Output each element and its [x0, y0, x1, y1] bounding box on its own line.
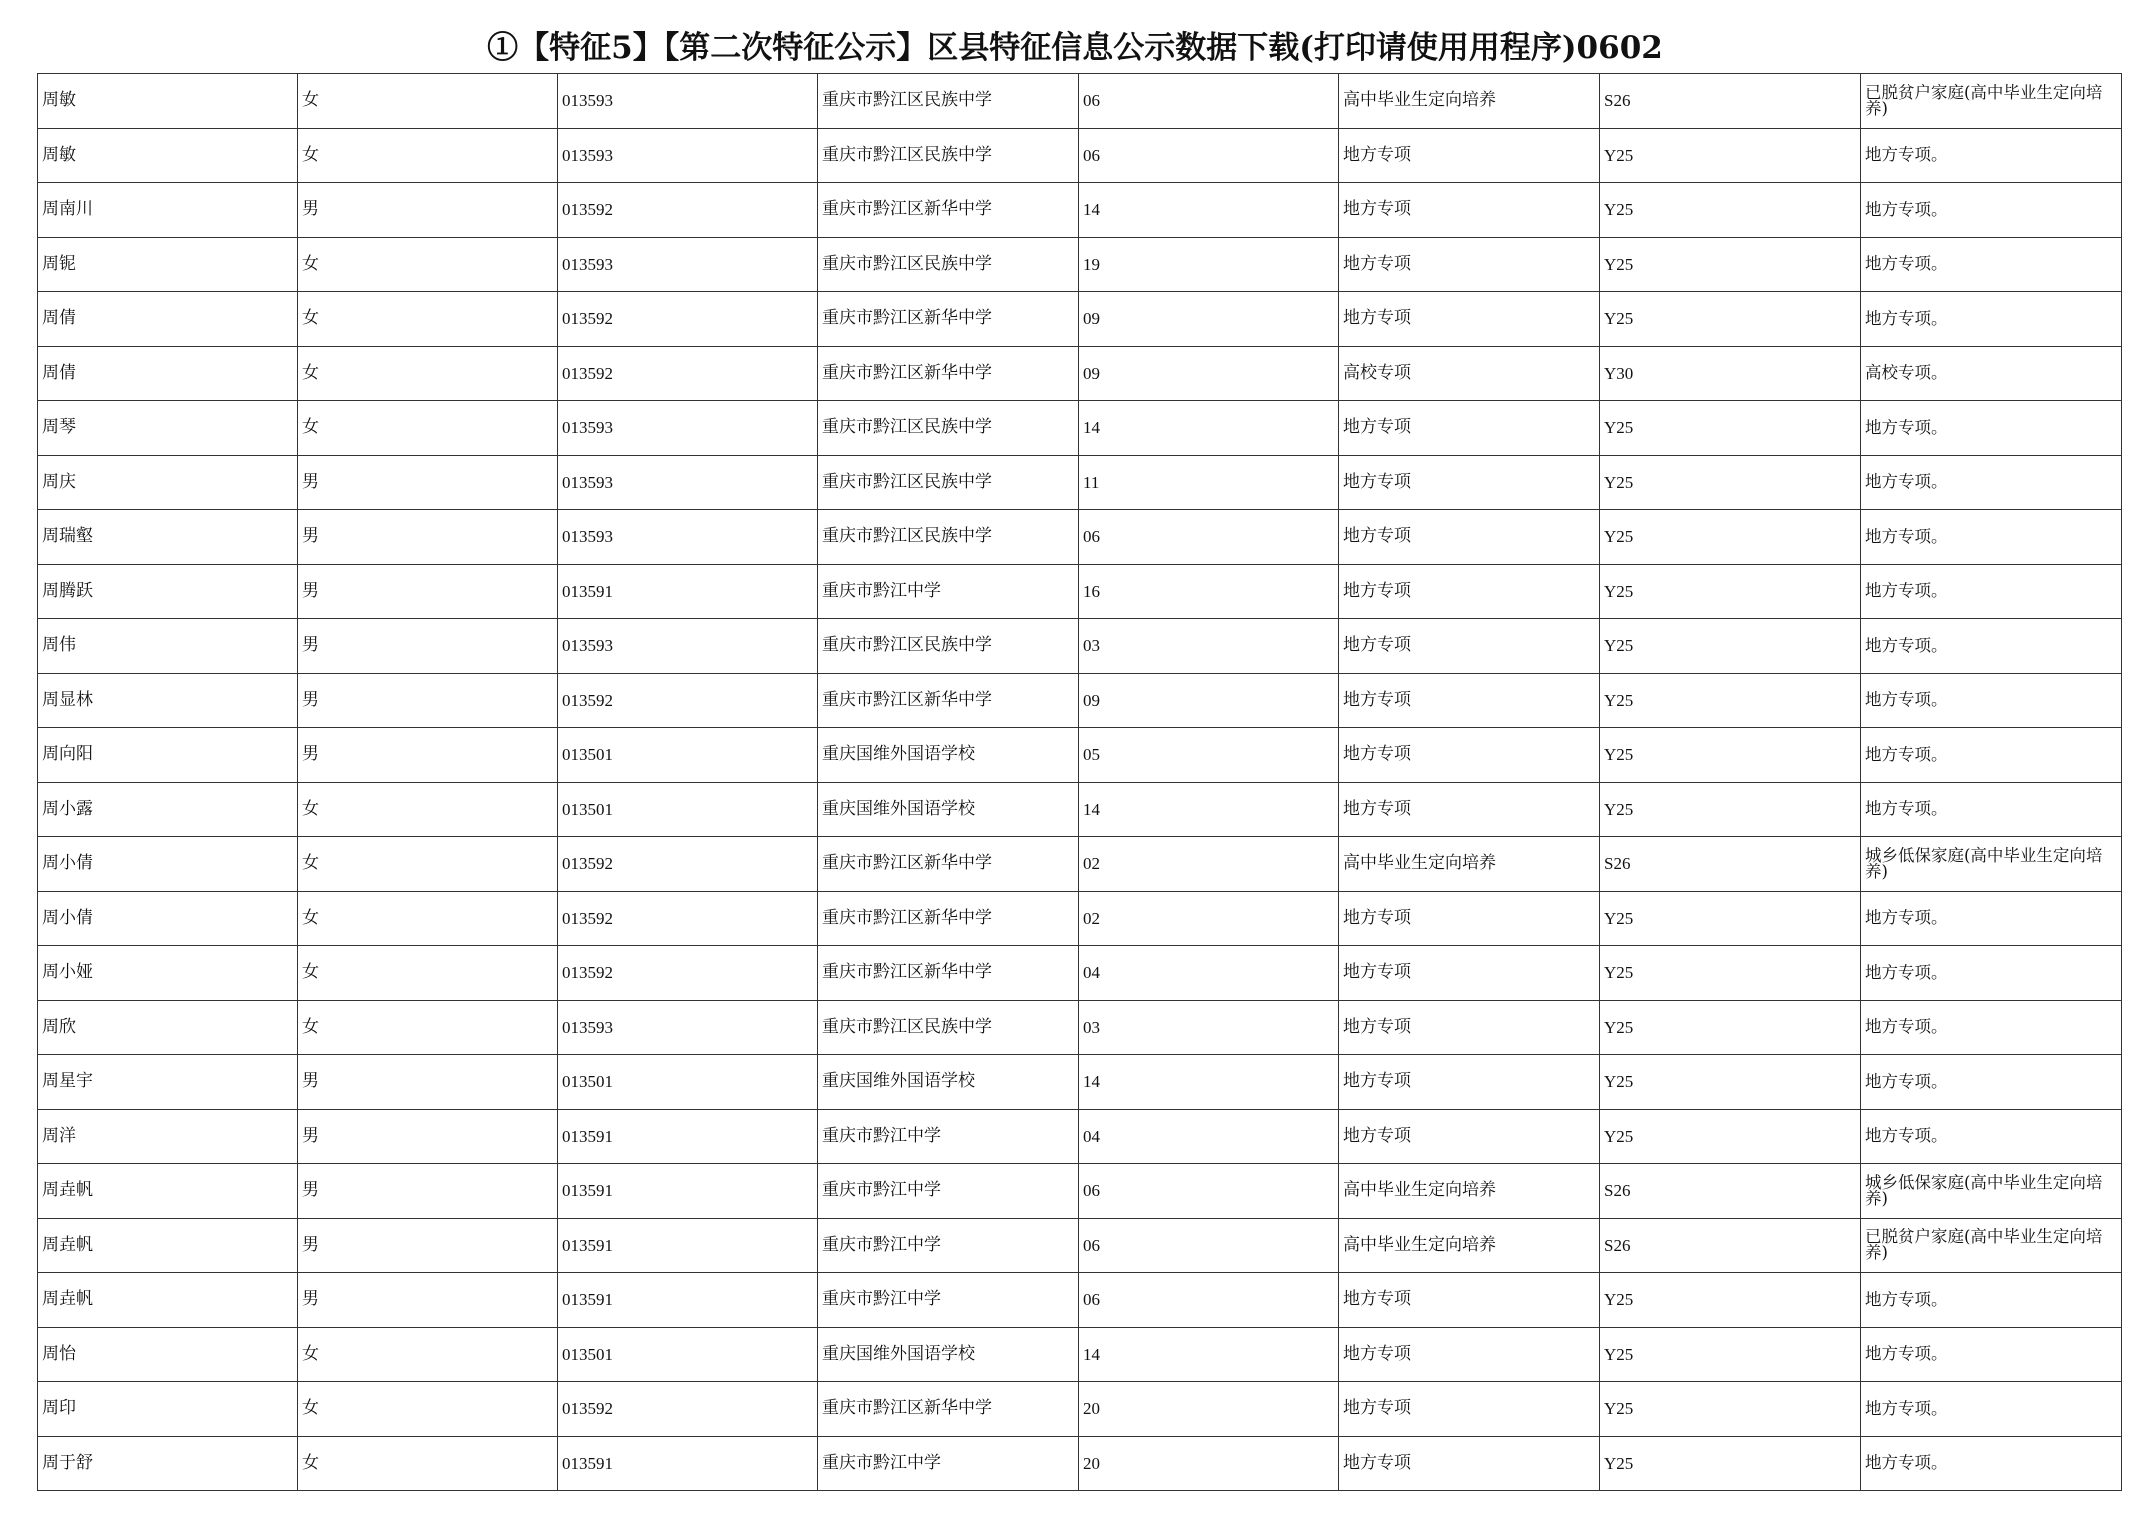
cell-type: Y25 [1600, 728, 1861, 783]
table-row [38, 782, 2122, 837]
cell-note: 已脱贫户家庭(高中毕业生定向培养) [1861, 74, 2122, 129]
cell-school: 重庆市黔江区民族中学 [818, 455, 1079, 510]
cell-type: S26 [1600, 1218, 1861, 1273]
cell-school: 重庆市黔江区民族中学 [818, 237, 1079, 292]
cell-code: 013592 [558, 673, 818, 728]
cell-gender: 女 [298, 891, 558, 946]
cell-name: 周星宇 [38, 1055, 298, 1110]
table-row [38, 455, 2122, 510]
cell-gender: 男 [298, 455, 558, 510]
cell-class: 14 [1079, 183, 1339, 238]
table-row [38, 673, 2122, 728]
cell-code: 013501 [558, 782, 818, 837]
cell-school: 重庆市黔江中学 [818, 1164, 1079, 1219]
cell-type: Y25 [1600, 292, 1861, 347]
cell-code: 013593 [558, 237, 818, 292]
cell-type: Y25 [1600, 1273, 1861, 1328]
table-body [38, 74, 2122, 1491]
cell-gender: 男 [298, 1109, 558, 1164]
cell-gender: 男 [298, 728, 558, 783]
cell-project: 地方专项 [1339, 946, 1600, 1001]
cell-gender: 男 [298, 673, 558, 728]
cell-note: 地方专项。 [1861, 128, 2122, 183]
cell-school: 重庆市黔江区新华中学 [818, 183, 1079, 238]
table-row [38, 346, 2122, 401]
cell-code: 013501 [558, 1055, 818, 1110]
cell-note: 地方专项。 [1861, 891, 2122, 946]
cell-note: 地方专项。 [1861, 1436, 2122, 1491]
table-row [38, 74, 2122, 129]
cell-project: 地方专项 [1339, 128, 1600, 183]
cell-note: 地方专项。 [1861, 946, 2122, 1001]
cell-type: Y25 [1600, 401, 1861, 456]
cell-gender: 女 [298, 74, 558, 129]
cell-project: 地方专项 [1339, 1273, 1600, 1328]
cell-school: 重庆国维外国语学校 [818, 782, 1079, 837]
cell-name: 周腾跃 [38, 564, 298, 619]
page-title: ①【特征5】【第二次特征公示】区县特征信息公示数据下载(打印请使用用程序)0602 [487, 30, 1663, 66]
table-row [38, 237, 2122, 292]
cell-gender: 女 [298, 1436, 558, 1491]
cell-project: 地方专项 [1339, 1382, 1600, 1437]
cell-type: Y25 [1600, 782, 1861, 837]
cell-class: 06 [1079, 128, 1339, 183]
cell-name: 周小娅 [38, 946, 298, 1001]
cell-type: Y25 [1600, 1000, 1861, 1055]
cell-gender: 男 [298, 619, 558, 674]
data-table [37, 73, 2122, 1491]
cell-school: 重庆市黔江中学 [818, 564, 1079, 619]
cell-class: 19 [1079, 237, 1339, 292]
cell-project: 地方专项 [1339, 782, 1600, 837]
cell-project: 地方专项 [1339, 510, 1600, 565]
cell-school: 重庆市黔江区新华中学 [818, 946, 1079, 1001]
cell-note: 地方专项。 [1861, 1109, 2122, 1164]
cell-project: 地方专项 [1339, 183, 1600, 238]
table-row [38, 1273, 2122, 1328]
table-row [38, 1164, 2122, 1219]
cell-gender: 女 [298, 128, 558, 183]
cell-project: 地方专项 [1339, 1000, 1600, 1055]
cell-type: Y25 [1600, 183, 1861, 238]
cell-name: 周显林 [38, 673, 298, 728]
cell-type: Y25 [1600, 1436, 1861, 1491]
cell-project: 地方专项 [1339, 401, 1600, 456]
cell-class: 05 [1079, 728, 1339, 783]
cell-code: 013593 [558, 128, 818, 183]
cell-school: 重庆市黔江区新华中学 [818, 837, 1079, 892]
cell-class: 06 [1079, 1164, 1339, 1219]
cell-code: 013592 [558, 891, 818, 946]
cell-class: 04 [1079, 1109, 1339, 1164]
cell-type: Y25 [1600, 564, 1861, 619]
cell-class: 14 [1079, 782, 1339, 837]
cell-class: 02 [1079, 891, 1339, 946]
cell-code: 013592 [558, 346, 818, 401]
cell-name: 周倩 [38, 346, 298, 401]
cell-project: 地方专项 [1339, 673, 1600, 728]
cell-school: 重庆国维外国语学校 [818, 1055, 1079, 1110]
cell-class: 16 [1079, 564, 1339, 619]
cell-class: 20 [1079, 1436, 1339, 1491]
cell-school: 重庆市黔江中学 [818, 1218, 1079, 1273]
cell-gender: 女 [298, 837, 558, 892]
cell-school: 重庆市黔江区民族中学 [818, 74, 1079, 129]
cell-note: 已脱贫户家庭(高中毕业生定向培养) [1861, 1218, 2122, 1273]
table-row [38, 564, 2122, 619]
cell-gender: 女 [298, 1000, 558, 1055]
cell-name: 周于舒 [38, 1436, 298, 1491]
cell-code: 013592 [558, 1382, 818, 1437]
cell-name: 周瑞壑 [38, 510, 298, 565]
cell-note: 地方专项。 [1861, 455, 2122, 510]
cell-code: 013592 [558, 292, 818, 347]
cell-type: S26 [1600, 74, 1861, 129]
table-row [38, 183, 2122, 238]
cell-gender: 男 [298, 510, 558, 565]
cell-name: 周敏 [38, 128, 298, 183]
cell-project: 地方专项 [1339, 455, 1600, 510]
cell-name: 周琴 [38, 401, 298, 456]
cell-type: S26 [1600, 1164, 1861, 1219]
cell-gender: 男 [298, 1055, 558, 1110]
cell-code: 013592 [558, 837, 818, 892]
cell-school: 重庆市黔江区民族中学 [818, 401, 1079, 456]
cell-name: 周垚帆 [38, 1164, 298, 1219]
cell-name: 周敏 [38, 74, 298, 129]
table-row [38, 128, 2122, 183]
cell-note: 地方专项。 [1861, 237, 2122, 292]
cell-project: 地方专项 [1339, 292, 1600, 347]
cell-school: 重庆市黔江区民族中学 [818, 619, 1079, 674]
table-row [38, 1109, 2122, 1164]
cell-project: 高中毕业生定向培养 [1339, 1164, 1600, 1219]
cell-code: 013591 [558, 1273, 818, 1328]
cell-project: 高中毕业生定向培养 [1339, 1218, 1600, 1273]
cell-name: 周南川 [38, 183, 298, 238]
cell-note: 地方专项。 [1861, 401, 2122, 456]
cell-type: Y25 [1600, 1327, 1861, 1382]
cell-school: 重庆国维外国语学校 [818, 728, 1079, 783]
cell-type: Y25 [1600, 1055, 1861, 1110]
cell-type: Y25 [1600, 946, 1861, 1001]
cell-project: 地方专项 [1339, 891, 1600, 946]
cell-name: 周向阳 [38, 728, 298, 783]
cell-note: 地方专项。 [1861, 782, 2122, 837]
cell-type: Y25 [1600, 510, 1861, 565]
table-row [38, 401, 2122, 456]
table-row [38, 292, 2122, 347]
cell-type: Y25 [1600, 673, 1861, 728]
cell-note: 地方专项。 [1861, 1382, 2122, 1437]
cell-name: 周怡 [38, 1327, 298, 1382]
cell-project: 高校专项 [1339, 346, 1600, 401]
table-row [38, 1218, 2122, 1273]
cell-code: 013593 [558, 401, 818, 456]
cell-name: 周铌 [38, 237, 298, 292]
cell-school: 重庆市黔江区新华中学 [818, 346, 1079, 401]
cell-code: 013501 [558, 728, 818, 783]
cell-code: 013593 [558, 1000, 818, 1055]
cell-name: 周伟 [38, 619, 298, 674]
cell-type: Y30 [1600, 346, 1861, 401]
cell-note: 城乡低保家庭(高中毕业生定向培养) [1861, 837, 2122, 892]
cell-project: 地方专项 [1339, 1109, 1600, 1164]
cell-code: 013591 [558, 1218, 818, 1273]
cell-project: 地方专项 [1339, 619, 1600, 674]
cell-school: 重庆市黔江区民族中学 [818, 510, 1079, 565]
cell-class: 09 [1079, 346, 1339, 401]
cell-name: 周垚帆 [38, 1218, 298, 1273]
cell-project: 地方专项 [1339, 237, 1600, 292]
cell-gender: 男 [298, 1218, 558, 1273]
cell-code: 013592 [558, 946, 818, 1001]
cell-code: 013591 [558, 564, 818, 619]
cell-gender: 女 [298, 1382, 558, 1437]
cell-note: 地方专项。 [1861, 292, 2122, 347]
cell-gender: 男 [298, 1164, 558, 1219]
cell-name: 周小露 [38, 782, 298, 837]
cell-note: 高校专项。 [1861, 346, 2122, 401]
cell-project: 高中毕业生定向培养 [1339, 74, 1600, 129]
cell-gender: 男 [298, 183, 558, 238]
cell-gender: 男 [298, 564, 558, 619]
cell-school: 重庆市黔江中学 [818, 1109, 1079, 1164]
cell-name: 周倩 [38, 292, 298, 347]
cell-class: 03 [1079, 1000, 1339, 1055]
cell-code: 013592 [558, 183, 818, 238]
cell-code: 013501 [558, 1327, 818, 1382]
table-row [38, 837, 2122, 892]
cell-note: 地方专项。 [1861, 673, 2122, 728]
table-row [38, 891, 2122, 946]
cell-class: 03 [1079, 619, 1339, 674]
cell-note: 地方专项。 [1861, 728, 2122, 783]
cell-name: 周小倩 [38, 891, 298, 946]
table-row [38, 728, 2122, 783]
table-row [38, 619, 2122, 674]
cell-school: 重庆国维外国语学校 [818, 1327, 1079, 1382]
cell-code: 013591 [558, 1436, 818, 1491]
cell-class: 14 [1079, 1327, 1339, 1382]
cell-school: 重庆市黔江区新华中学 [818, 292, 1079, 347]
cell-name: 周垚帆 [38, 1273, 298, 1328]
cell-name: 周小倩 [38, 837, 298, 892]
cell-project: 高中毕业生定向培养 [1339, 837, 1600, 892]
cell-note: 地方专项。 [1861, 619, 2122, 674]
cell-gender: 女 [298, 237, 558, 292]
cell-note: 地方专项。 [1861, 1055, 2122, 1110]
cell-class: 14 [1079, 1055, 1339, 1110]
cell-class: 06 [1079, 1273, 1339, 1328]
cell-code: 013591 [558, 1109, 818, 1164]
cell-type: Y25 [1600, 619, 1861, 674]
table-row [38, 1436, 2122, 1491]
cell-school: 重庆市黔江区新华中学 [818, 1382, 1079, 1437]
cell-note: 地方专项。 [1861, 1327, 2122, 1382]
cell-class: 02 [1079, 837, 1339, 892]
table-row [38, 946, 2122, 1001]
cell-code: 013593 [558, 455, 818, 510]
cell-school: 重庆市黔江区民族中学 [818, 1000, 1079, 1055]
table-row [38, 1382, 2122, 1437]
cell-name: 周洋 [38, 1109, 298, 1164]
cell-type: Y25 [1600, 1109, 1861, 1164]
cell-gender: 女 [298, 401, 558, 456]
table-row [38, 1000, 2122, 1055]
cell-project: 地方专项 [1339, 728, 1600, 783]
cell-school: 重庆市黔江区民族中学 [818, 128, 1079, 183]
cell-type: Y25 [1600, 891, 1861, 946]
cell-note: 地方专项。 [1861, 183, 2122, 238]
cell-class: 14 [1079, 401, 1339, 456]
cell-gender: 女 [298, 782, 558, 837]
cell-code: 013593 [558, 510, 818, 565]
cell-class: 06 [1079, 510, 1339, 565]
cell-class: 04 [1079, 946, 1339, 1001]
cell-code: 013591 [558, 1164, 818, 1219]
cell-note: 城乡低保家庭(高中毕业生定向培养) [1861, 1164, 2122, 1219]
cell-project: 地方专项 [1339, 1436, 1600, 1491]
cell-name: 周庆 [38, 455, 298, 510]
cell-project: 地方专项 [1339, 1055, 1600, 1110]
cell-class: 09 [1079, 292, 1339, 347]
table-row [38, 510, 2122, 565]
cell-school: 重庆市黔江区新华中学 [818, 891, 1079, 946]
cell-type: Y25 [1600, 455, 1861, 510]
cell-school: 重庆市黔江中学 [818, 1273, 1079, 1328]
cell-class: 09 [1079, 673, 1339, 728]
cell-type: Y25 [1600, 1382, 1861, 1437]
table-row [38, 1327, 2122, 1382]
table-row [38, 1055, 2122, 1110]
cell-project: 地方专项 [1339, 1327, 1600, 1382]
cell-school: 重庆市黔江区新华中学 [818, 673, 1079, 728]
cell-code: 013593 [558, 619, 818, 674]
cell-note: 地方专项。 [1861, 564, 2122, 619]
cell-gender: 女 [298, 1327, 558, 1382]
cell-name: 周欣 [38, 1000, 298, 1055]
cell-note: 地方专项。 [1861, 1000, 2122, 1055]
cell-class: 20 [1079, 1382, 1339, 1437]
cell-type: Y25 [1600, 237, 1861, 292]
cell-gender: 女 [298, 346, 558, 401]
cell-project: 地方专项 [1339, 564, 1600, 619]
cell-type: S26 [1600, 837, 1861, 892]
cell-class: 06 [1079, 74, 1339, 129]
cell-school: 重庆市黔江中学 [818, 1436, 1079, 1491]
cell-gender: 女 [298, 946, 558, 1001]
cell-note: 地方专项。 [1861, 510, 2122, 565]
cell-gender: 女 [298, 292, 558, 347]
cell-note: 地方专项。 [1861, 1273, 2122, 1328]
cell-class: 11 [1079, 455, 1339, 510]
cell-type: Y25 [1600, 128, 1861, 183]
cell-name: 周印 [38, 1382, 298, 1437]
cell-gender: 男 [298, 1273, 558, 1328]
cell-class: 06 [1079, 1218, 1339, 1273]
cell-code: 013593 [558, 74, 818, 129]
